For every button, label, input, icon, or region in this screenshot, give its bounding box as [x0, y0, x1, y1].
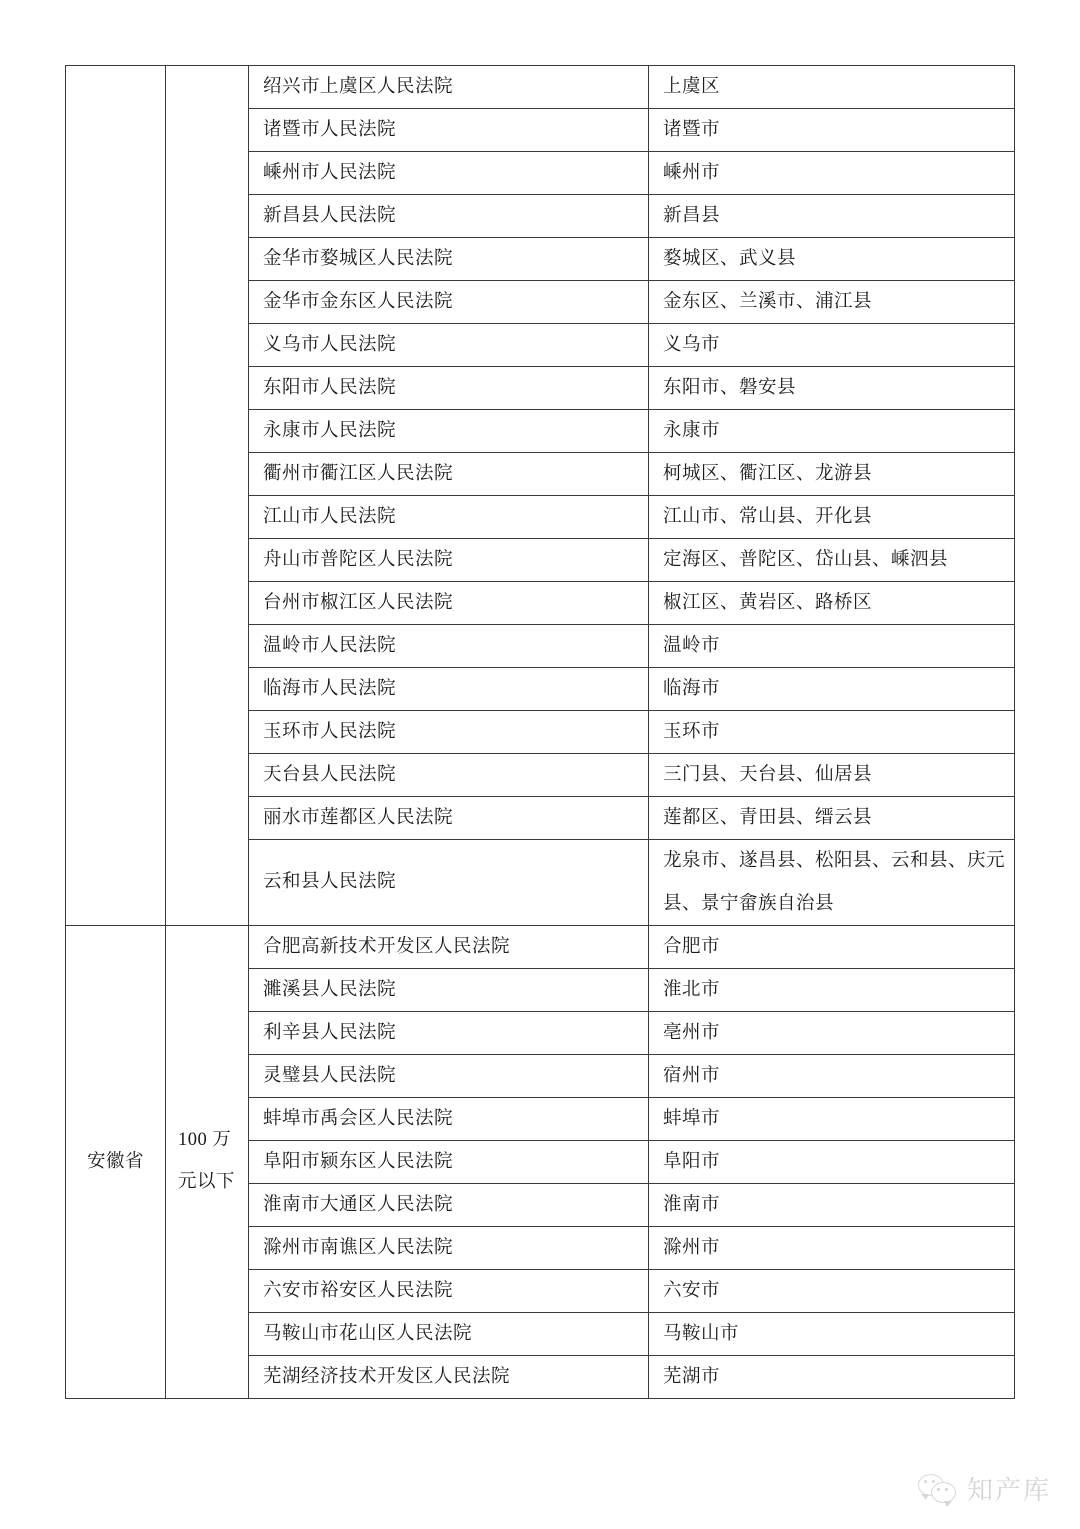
jurisdiction-cell: 淮南市 [649, 1184, 1015, 1227]
jurisdiction-cell: 蚌埠市 [649, 1098, 1015, 1141]
court-name-cell: 金华市婺城区人民法院 [249, 238, 649, 281]
jurisdiction-cell: 新昌县 [649, 195, 1015, 238]
court-name-cell: 东阳市人民法院 [249, 367, 649, 410]
court-name-cell: 云和县人民法院 [249, 840, 649, 926]
court-name-cell: 诸暨市人民法院 [249, 109, 649, 152]
table-row [66, 66, 1015, 109]
court-name-cell: 温岭市人民法院 [249, 625, 649, 668]
amount-threshold-cell [166, 66, 249, 926]
court-name-cell: 阜阳市颍东区人民法院 [249, 1141, 649, 1184]
jurisdiction-cell: 永康市 [649, 410, 1015, 453]
court-name-cell: 淮南市大通区人民法院 [249, 1184, 649, 1227]
jurisdiction-cell: 嵊州市 [649, 152, 1015, 195]
court-name-cell: 永康市人民法院 [249, 410, 649, 453]
court-name-cell: 嵊州市人民法院 [249, 152, 649, 195]
court-name-cell: 利辛县人民法院 [249, 1012, 649, 1055]
jurisdiction-cell: 临海市 [649, 668, 1015, 711]
jurisdiction-cell: 三门县、天台县、仙居县 [649, 754, 1015, 797]
court-name-cell: 六安市裕安区人民法院 [249, 1270, 649, 1313]
jurisdiction-cell: 柯城区、衢江区、龙游县 [649, 453, 1015, 496]
court-name-cell: 舟山市普陀区人民法院 [249, 539, 649, 582]
table-row [66, 926, 1015, 969]
jurisdiction-cell: 亳州市 [649, 1012, 1015, 1055]
jurisdiction-cell: 合肥市 [649, 926, 1015, 969]
court-name-cell: 临海市人民法院 [249, 668, 649, 711]
court-name-cell: 丽水市莲都区人民法院 [249, 797, 649, 840]
jurisdiction-cell: 义乌市 [649, 324, 1015, 367]
jurisdiction-cell: 上虞区 [649, 66, 1015, 109]
jurisdiction-cell: 芜湖市 [649, 1356, 1015, 1399]
jurisdiction-cell: 玉环市 [649, 711, 1015, 754]
table-body [66, 66, 1015, 1399]
jurisdiction-cell: 龙泉市、遂昌县、松阳县、云和县、庆元县、景宁畲族自治县 [649, 840, 1015, 926]
court-name-cell: 新昌县人民法院 [249, 195, 649, 238]
court-name-cell: 马鞍山市花山区人民法院 [249, 1313, 649, 1356]
jurisdiction-cell: 滁州市 [649, 1227, 1015, 1270]
court-name-cell: 江山市人民法院 [249, 496, 649, 539]
jurisdiction-cell: 马鞍山市 [649, 1313, 1015, 1356]
jurisdiction-cell: 江山市、常山县、开化县 [649, 496, 1015, 539]
amount-threshold-label: 100 万元以下 [178, 1130, 236, 1193]
watermark-label: 知产库 [967, 1475, 1052, 1505]
court-name-cell: 合肥高新技术开发区人民法院 [249, 926, 649, 969]
court-name-cell: 衢州市衢江区人民法院 [249, 453, 649, 496]
watermark [918, 1470, 1051, 1507]
jurisdiction-cell: 诸暨市 [649, 109, 1015, 152]
court-name-cell: 蚌埠市禹会区人民法院 [249, 1098, 649, 1141]
court-name-cell: 玉环市人民法院 [249, 711, 649, 754]
court-name-cell: 台州市椒江区人民法院 [249, 582, 649, 625]
jurisdiction-cell: 椒江区、黄岩区、路桥区 [649, 582, 1015, 625]
jurisdiction-cell: 淮北市 [649, 969, 1015, 1012]
jurisdiction-cell: 定海区、普陀区、岱山县、嵊泗县 [649, 539, 1015, 582]
court-name-cell: 义乌市人民法院 [249, 324, 649, 367]
court-name-cell: 芜湖经济技术开发区人民法院 [249, 1356, 649, 1399]
jurisdiction-cell: 莲都区、青田县、缙云县 [649, 797, 1015, 840]
province-cell: 安徽省 [66, 926, 166, 1399]
jurisdiction-cell: 阜阳市 [649, 1141, 1015, 1184]
province-cell [66, 66, 166, 926]
court-name-cell: 灵璧县人民法院 [249, 1055, 649, 1098]
court-name-cell: 金华市金东区人民法院 [249, 281, 649, 324]
jurisdiction-cell: 温岭市 [649, 625, 1015, 668]
court-name-cell: 绍兴市上虞区人民法院 [249, 66, 649, 109]
wechat-icon [918, 1474, 958, 1504]
amount-threshold-cell [166, 926, 249, 1399]
court-name-cell: 濉溪县人民法院 [249, 969, 649, 1012]
court-name-cell: 天台县人民法院 [249, 754, 649, 797]
jurisdiction-cell: 金东区、兰溪市、浦江县 [649, 281, 1015, 324]
jurisdiction-cell: 六安市 [649, 1270, 1015, 1313]
jurisdiction-cell: 东阳市、磐安县 [649, 367, 1015, 410]
court-name-cell: 滁州市南谯区人民法院 [249, 1227, 649, 1270]
court-jurisdiction-table [65, 65, 1015, 1399]
jurisdiction-cell: 婺城区、武义县 [649, 238, 1015, 281]
jurisdiction-cell: 宿州市 [649, 1055, 1015, 1098]
